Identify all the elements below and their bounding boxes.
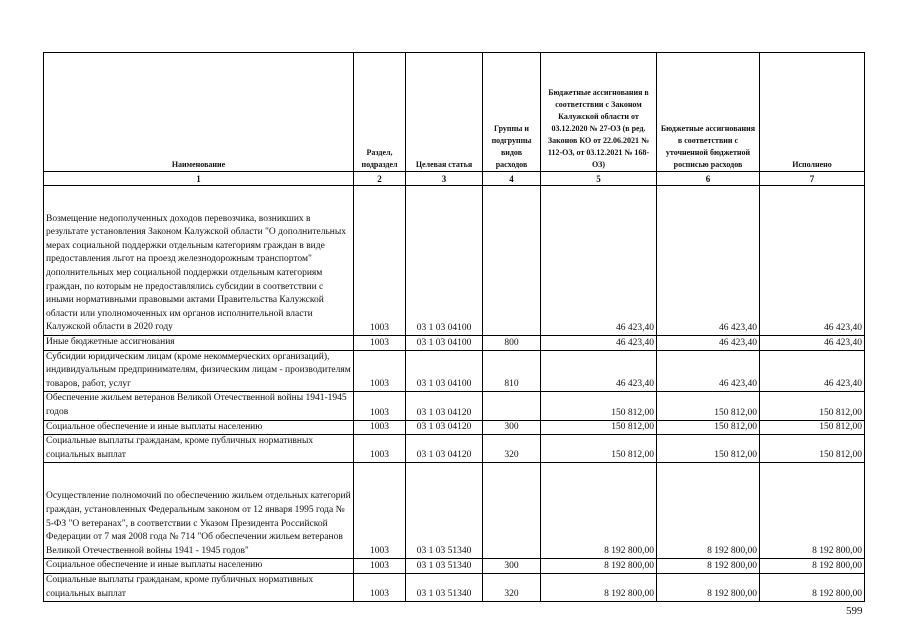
- header-refined-alloc: Бюджетные ассигнования в соответствии с уточненной бюджетной росписью расходов: [657, 53, 760, 172]
- row-executed: 150 812,00: [760, 420, 865, 435]
- table-row: [44, 392, 865, 420]
- row-law-alloc: 46 423,40: [541, 336, 657, 351]
- col-number: 5: [541, 172, 657, 186]
- row-group: 810: [483, 350, 541, 392]
- row-group: [483, 186, 541, 336]
- row-law-alloc: 46 423,40: [541, 186, 657, 336]
- row-section: 1003: [354, 435, 406, 463]
- col-number: 3: [406, 172, 483, 186]
- row-name: Субсидии юридическим лицам (кроме некоммерческих организаций), индивидуальным предпринимателям, физическим лицам - производителям товаров, работ, услуг: [44, 350, 354, 392]
- row-refined-alloc: 150 812,00: [657, 420, 760, 435]
- column-number-row: [44, 172, 865, 186]
- table-row: [44, 350, 865, 392]
- row-executed: 8 192 800,00: [760, 559, 865, 574]
- header-section: Раздел, подраздел: [354, 53, 406, 172]
- row-law-alloc: 8 192 800,00: [541, 559, 657, 574]
- row-law-alloc: 8 192 800,00: [541, 463, 657, 559]
- row-executed: 8 192 800,00: [760, 463, 865, 559]
- row-target: 03 1 03 51340: [406, 559, 483, 574]
- row-name: Социальные выплаты гражданам, кроме публичных нормативных социальных выплат: [44, 435, 354, 463]
- row-target: 03 1 03 04100: [406, 336, 483, 351]
- row-name: Социальные выплаты гражданам, кроме публичных нормативных социальных выплат: [44, 573, 354, 601]
- row-refined-alloc: 46 423,40: [657, 336, 760, 351]
- row-target: 03 1 03 51340: [406, 573, 483, 601]
- row-name: Обеспечение жильем ветеранов Великой Отечественной войны 1941-1945 годов: [44, 392, 354, 420]
- row-name: Иные бюджетные ассигнования: [44, 336, 354, 351]
- row-section: 1003: [354, 336, 406, 351]
- row-executed: 150 812,00: [760, 392, 865, 420]
- row-executed: 46 423,40: [760, 186, 865, 336]
- row-name: Возмещение недополученных доходов перевозчика, возникших в результате установления Законом Калужской области "О дополнительных мерах социальной поддержки отдельным категориям граждан в виде предоставления льгот на проезд железнодорожным транспортом" дополнительных мер социальной поддержки отдельным категориям граждан, по которым не предоставлялись субсидии в соответствии с иными нормативными правовыми актами Правительства Калужской области или уполномоченных им органов исполнительной власти Калужской области в 2020 году: [44, 186, 354, 336]
- row-executed: 46 423,40: [760, 336, 865, 351]
- row-law-alloc: 150 812,00: [541, 420, 657, 435]
- header-groups: Группы и подгруппы видов расходов: [483, 53, 541, 172]
- row-section: 1003: [354, 463, 406, 559]
- col-number: 6: [657, 172, 760, 186]
- row-section: 1003: [354, 350, 406, 392]
- col-number: 7: [760, 172, 865, 186]
- row-target: 03 1 03 04120: [406, 392, 483, 420]
- row-target: 03 1 03 51340: [406, 463, 483, 559]
- row-refined-alloc: 150 812,00: [657, 435, 760, 463]
- table-row: [44, 420, 865, 435]
- page-number: 599: [846, 605, 863, 617]
- table-row: [44, 186, 865, 336]
- header-executed: Исполнено: [760, 53, 865, 172]
- row-name: Социальное обеспечение и иные выплаты населению: [44, 420, 354, 435]
- row-section: 1003: [354, 392, 406, 420]
- row-target: 03 1 03 04120: [406, 420, 483, 435]
- row-refined-alloc: 8 192 800,00: [657, 559, 760, 574]
- row-refined-alloc: 8 192 800,00: [657, 573, 760, 601]
- row-refined-alloc: 46 423,40: [657, 350, 760, 392]
- row-section: 1003: [354, 420, 406, 435]
- table-row: [44, 435, 865, 463]
- row-section: 1003: [354, 186, 406, 336]
- row-refined-alloc: 46 423,40: [657, 186, 760, 336]
- row-executed: 46 423,40: [760, 350, 865, 392]
- row-group: 320: [483, 573, 541, 601]
- header-law-alloc: Бюджетные ассигнования в соответствии с Законом Калужской области от 03.12.2020 № 27-ОЗ (в ред. Законов КО от 22.06.2021 № 112-ОЗ, от 03.12.2021 № 168-ОЗ): [541, 53, 657, 172]
- row-target: 03 1 03 04100: [406, 350, 483, 392]
- row-law-alloc: 46 423,40: [541, 350, 657, 392]
- row-refined-alloc: 8 192 800,00: [657, 463, 760, 559]
- row-group: [483, 392, 541, 420]
- budget-table: [43, 52, 865, 602]
- table-row: [44, 336, 865, 351]
- col-number: 4: [483, 172, 541, 186]
- row-law-alloc: 8 192 800,00: [541, 573, 657, 601]
- row-section: 1003: [354, 573, 406, 601]
- row-executed: 8 192 800,00: [760, 573, 865, 601]
- row-name: Осуществление полномочий по обеспечению жильем отдельных категорий граждан, установленных Федеральным законом от 12 января 1995 года № 5-ФЗ "О ветеранах", в соответствии с Указом Президента Российской Федерации от 7 мая 2008 года № 714 "Об обеспечении жильем ветеранов Великой Отечественной войны 1941 - 1945 годов": [44, 463, 354, 559]
- row-target: 03 1 03 04120: [406, 435, 483, 463]
- col-number: 1: [44, 172, 354, 186]
- row-group: 300: [483, 559, 541, 574]
- row-group: 320: [483, 435, 541, 463]
- col-number: 2: [354, 172, 406, 186]
- table-row: [44, 463, 865, 559]
- header-row: [44, 53, 865, 172]
- header-name: Наименование: [44, 53, 354, 172]
- table-row: [44, 559, 865, 574]
- row-target: 03 1 03 04100: [406, 186, 483, 336]
- header-target: Целевая статья: [406, 53, 483, 172]
- row-group: 300: [483, 420, 541, 435]
- row-group: [483, 463, 541, 559]
- row-refined-alloc: 150 812,00: [657, 392, 760, 420]
- row-group: 800: [483, 336, 541, 351]
- row-name: Социальное обеспечение и иные выплаты населению: [44, 559, 354, 574]
- row-law-alloc: 150 812,00: [541, 392, 657, 420]
- row-law-alloc: 150 812,00: [541, 435, 657, 463]
- table-row: [44, 573, 865, 601]
- row-section: 1003: [354, 559, 406, 574]
- row-executed: 150 812,00: [760, 435, 865, 463]
